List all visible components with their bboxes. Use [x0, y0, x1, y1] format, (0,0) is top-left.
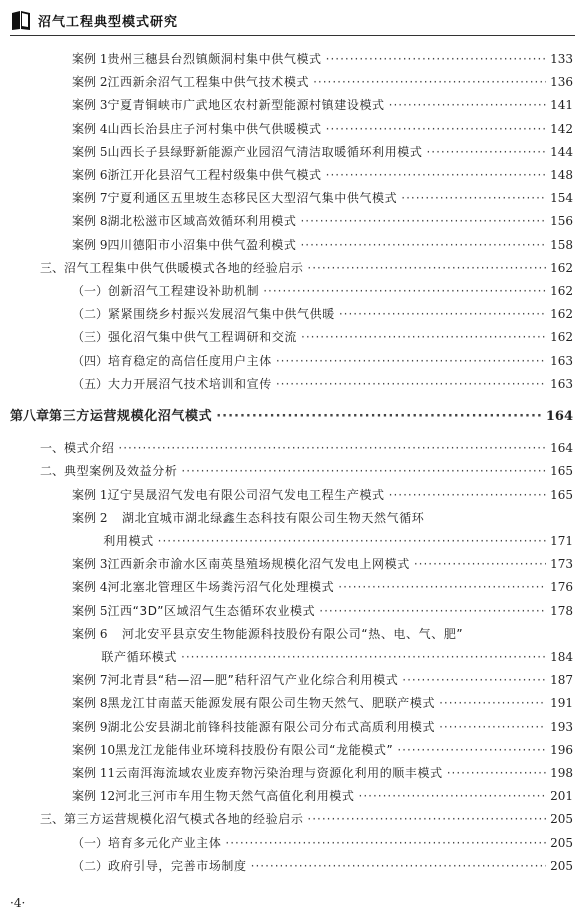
- toc-entry-title: 第三方运营规模化沼气模式: [49, 409, 213, 424]
- toc-entry-page: 158: [550, 237, 573, 252]
- toc-entry-page: 162: [550, 330, 573, 345]
- dot-leader: [307, 810, 546, 828]
- dot-leader: [389, 96, 546, 114]
- dot-leader: [251, 857, 546, 875]
- toc-entry[interactable]: [0, 486, 585, 504]
- header-rule: [10, 35, 575, 36]
- dot-leader: [389, 486, 546, 504]
- dot-leader: [263, 282, 546, 300]
- dot-leader: [326, 50, 546, 68]
- toc-entry-page: 201: [550, 789, 573, 804]
- toc-entry-page: 142: [550, 121, 573, 136]
- toc-entry[interactable]: [0, 375, 585, 393]
- toc-entry[interactable]: [0, 857, 585, 875]
- toc-entry-page: 178: [550, 603, 573, 618]
- toc-entry-title: 山西长子县绿野新能源产业园沼气清洁取暖循环利用模式: [107, 144, 423, 159]
- dot-leader: [300, 212, 546, 230]
- toc-entry-number: 案例 4: [72, 580, 108, 595]
- toc-entry-title: 创新沼气工程建设补助机制: [108, 284, 260, 298]
- dot-leader: [276, 375, 546, 393]
- toc-entry-title: 河北青县“秸—沼—肥”秸秆沼气产业化综合利用模式: [107, 673, 399, 688]
- toc-entry-page: 198: [550, 766, 573, 780]
- dot-leader: [300, 236, 546, 254]
- toc-entry-number: 案例 9: [72, 719, 108, 734]
- toc-entry[interactable]: [0, 578, 585, 596]
- dot-leader: [181, 462, 546, 480]
- dot-leader: [301, 328, 546, 346]
- toc-entry-title: 沼气工程集中供气供暖模式各地的经验启示: [64, 260, 304, 275]
- toc-entry[interactable]: [0, 694, 585, 712]
- toc-entry-number: （三）: [72, 330, 109, 345]
- toc-entry-title: 河北三河市车用生物天然气高值化利用模式: [115, 789, 355, 804]
- toc-entry-number: 一、: [40, 441, 65, 456]
- toc-entry[interactable]: [0, 189, 585, 207]
- page-number: ·4·: [10, 896, 26, 910]
- dot-leader: [401, 189, 546, 207]
- toc-entry-title: 模式介绍: [64, 441, 115, 456]
- dot-leader: [397, 741, 546, 759]
- toc-entry[interactable]: [0, 212, 585, 230]
- toc-entry-number: 案例 5: [72, 603, 108, 618]
- toc-entry[interactable]: [0, 834, 585, 852]
- toc-entry-page: 187: [550, 673, 573, 688]
- toc-entry[interactable]: [0, 73, 585, 91]
- toc-entry[interactable]: [0, 462, 585, 480]
- toc-entry-title: 云南洱海流域农业废弃物污染治理与资源化利用的顺丰模式: [115, 766, 443, 780]
- toc-entry-number: 第八章: [10, 409, 50, 424]
- toc-entry-page: 154: [550, 191, 573, 206]
- toc-entry-number: 案例 3: [72, 98, 108, 113]
- toc-entry-page: 173: [550, 557, 573, 572]
- toc-entry-page: 191: [550, 696, 573, 711]
- toc-entry-number: 案例 12: [72, 789, 116, 804]
- book-title: 沼气工程典型模式研究: [38, 15, 179, 30]
- toc-entry[interactable]: [0, 509, 585, 527]
- toc-entry-number: 案例 2: [72, 510, 108, 525]
- toc-entry-number: 案例 9: [72, 237, 108, 252]
- toc-entry-page: 205: [550, 812, 573, 827]
- toc-entry-page: 196: [550, 742, 573, 757]
- running-header: [10, 8, 575, 34]
- toc-entry-page: 136: [550, 75, 573, 90]
- toc-entry-title: 紧紧围绕乡村振兴发展沼气集中供气供暖: [108, 307, 335, 322]
- dot-leader: [338, 578, 546, 596]
- toc-entry-page: 162: [550, 260, 573, 275]
- toc-entry-page: 156: [550, 214, 573, 229]
- toc-entry-number: 案例 1: [72, 487, 108, 502]
- toc-chapter-entry[interactable]: [0, 408, 585, 426]
- dot-leader: [426, 143, 546, 161]
- toc-entry-page: 205: [550, 835, 573, 850]
- toc-entry[interactable]: [0, 50, 585, 68]
- toc-entry-page: 164: [550, 441, 573, 456]
- toc-entry-title: 江西新余市渝水区南英垦殖场规模化沼气发电上网模式: [107, 557, 410, 572]
- toc-entry-title: 政府引导，完善市场制度: [108, 858, 247, 873]
- toc-entry-title: 利用模式: [103, 534, 154, 548]
- toc-entry-title: 大力开展沼气技术培训和宣传: [108, 376, 272, 391]
- dot-leader: [339, 305, 546, 323]
- toc-entry-title: 培育多元化产业主体: [108, 835, 222, 850]
- dot-leader: [326, 120, 546, 138]
- dot-leader: [447, 764, 546, 782]
- toc-entry-title: 江西新余沼气工程集中供气技术模式: [107, 75, 310, 90]
- toc-entry-title: 山西长治县庄子河村集中供气供暖模式: [107, 121, 322, 136]
- toc-entry[interactable]: [0, 96, 585, 114]
- toc-entry-title: 江西“3D”区域沼气生态循环农业模式: [107, 603, 316, 618]
- toc-entry-number: （一）: [72, 835, 109, 850]
- toc-entry-number: 案例 3: [72, 557, 108, 572]
- toc-entry-page: 193: [550, 719, 573, 734]
- toc-entry-title: 辽宁昊晟沼气发电有限公司沼气发电工程生产模式: [107, 487, 385, 502]
- toc-entry-page: 133: [550, 52, 573, 66]
- toc-entry[interactable]: [0, 259, 585, 277]
- toc-entry[interactable]: [0, 439, 585, 457]
- toc-entry-page: 184: [550, 650, 573, 664]
- toc-entry-number: （二）: [72, 307, 109, 322]
- toc-entry[interactable]: [0, 143, 585, 161]
- toc-entry-page: 176: [550, 580, 573, 595]
- toc-entry-title: 第三方运营规模化沼气模式各地的经验启示: [64, 812, 304, 827]
- dot-leader: [414, 555, 546, 573]
- dot-leader: [216, 408, 542, 426]
- toc-entry-title: 湖北宜城市湖北绿鑫生态科技有限公司生物天然气循环: [122, 510, 425, 525]
- toc-entry[interactable]: [0, 166, 585, 184]
- toc-entry[interactable]: [0, 648, 585, 666]
- book-icon: [10, 9, 32, 31]
- toc-entry-number: 案例 7: [72, 191, 108, 206]
- toc-entry-title: 湖北松滋市区域高效循环利用模式: [107, 214, 297, 229]
- dot-leader: [313, 73, 546, 91]
- toc-entry-title: 强化沼气集中供气工程调研和交流: [108, 330, 298, 345]
- toc-entry-page: 164: [545, 409, 573, 424]
- toc-entry-number: 案例 2: [72, 75, 108, 90]
- toc-entry-number: 案例 1: [72, 52, 108, 66]
- dot-leader: [307, 259, 546, 277]
- toc-entry-page: 165: [550, 487, 573, 502]
- toc-entry-title: 河北塞北管理区牛场粪污沼气化处理模式: [107, 580, 335, 595]
- dot-leader: [439, 694, 546, 712]
- toc-entry-title: 典型案例及效益分析: [64, 464, 178, 479]
- dot-leader: [319, 602, 546, 620]
- toc-entry[interactable]: [0, 787, 585, 805]
- toc-entry[interactable]: [0, 671, 585, 689]
- toc-entry-number: 案例 8: [72, 696, 108, 711]
- toc-entry-page: 141: [550, 98, 573, 113]
- toc-entry[interactable]: [0, 555, 585, 573]
- toc-entry-page: 144: [550, 144, 573, 159]
- toc-entry-title: 黑龙江甘南蓝天能源发展有限公司生物天然气、肥联产模式: [107, 696, 436, 711]
- dot-leader: [439, 718, 546, 736]
- toc-entry-number: （五）: [72, 376, 109, 391]
- toc-entry-title: 浙江开化县沼气工程村级集中供气模式: [107, 168, 322, 182]
- toc-entry-number: 二、: [40, 464, 65, 479]
- toc-entry-number: 案例 10: [72, 742, 116, 757]
- toc-entry-number: 案例 6: [72, 168, 108, 182]
- toc-entry[interactable]: [0, 602, 585, 620]
- toc-entry[interactable]: [0, 532, 585, 550]
- dot-leader: [359, 787, 547, 805]
- toc-entry-page: 148: [550, 168, 573, 182]
- dot-leader: [402, 671, 546, 689]
- toc-entry-page: 162: [550, 307, 573, 322]
- toc-entry-number: 案例 7: [72, 673, 108, 688]
- toc-entry-title: 宁夏利通区五里坡生态移民区大型沼气集中供气模式: [107, 191, 398, 206]
- dot-leader: [326, 166, 546, 184]
- toc-entry[interactable]: [0, 236, 585, 254]
- toc-entry-number: 案例 4: [72, 121, 108, 136]
- toc-entry-title: 宁夏青铜峡市广武地区农村新型能源村镇建设模式: [107, 98, 385, 113]
- toc-entry-number: 三、: [40, 812, 65, 827]
- dot-leader: [276, 352, 546, 370]
- toc-entry-page: 165: [550, 464, 573, 479]
- toc-entry[interactable]: [0, 625, 585, 643]
- toc-entry[interactable]: [0, 282, 585, 300]
- toc-entry-number: 案例 5: [72, 144, 108, 159]
- toc-entry-title: 贵州三穗县台烈镇颇洞村集中供气模式: [107, 52, 322, 66]
- dot-leader: [181, 648, 546, 666]
- toc-entry-title: 四川德阳市小沼集中供气盈利模式: [107, 237, 297, 252]
- toc-entry[interactable]: [0, 741, 585, 759]
- toc-entry[interactable]: [0, 764, 585, 782]
- toc-entry[interactable]: [0, 120, 585, 138]
- toc-entry-number: 案例 8: [72, 214, 108, 229]
- toc-entry[interactable]: [0, 328, 585, 346]
- toc-entry-number: （一）: [72, 284, 109, 298]
- toc-entry-number: 案例 11: [72, 766, 116, 780]
- toc-entry-number: 案例 6: [72, 626, 108, 641]
- dot-leader: [118, 439, 546, 457]
- toc-entry-page: 205: [550, 858, 573, 873]
- toc-entry[interactable]: [0, 718, 585, 736]
- toc-entry-number: （四）: [72, 353, 109, 368]
- toc-entry-page: 163: [550, 353, 573, 368]
- toc-entry-title: 培育稳定的高信任度用户主体: [108, 353, 272, 368]
- toc-entry-title: 湖北公安县湖北前锋科技能源有限公司分布式高质利用模式: [107, 719, 436, 734]
- toc-entry[interactable]: [0, 810, 585, 828]
- toc-entry[interactable]: [0, 352, 585, 370]
- toc-entry-page: 162: [550, 284, 573, 298]
- toc-entry-number: （二）: [72, 858, 109, 873]
- toc-entry-page: 163: [550, 376, 573, 391]
- toc-entry-number: 三、: [40, 260, 65, 275]
- dot-leader: [225, 834, 546, 852]
- toc-entry[interactable]: [0, 305, 585, 323]
- dot-leader: [158, 532, 546, 550]
- toc-entry-title: 黑龙江龙能伟业环境科技股份有限公司“龙能模式”: [115, 742, 394, 757]
- toc-entry-title: 河北安平县京安生物能源科技股份有限公司“热、电、气、肥”: [122, 626, 464, 641]
- toc-entry-page: 171: [550, 534, 573, 548]
- toc-entry-title: 联产循环模式: [101, 650, 177, 664]
